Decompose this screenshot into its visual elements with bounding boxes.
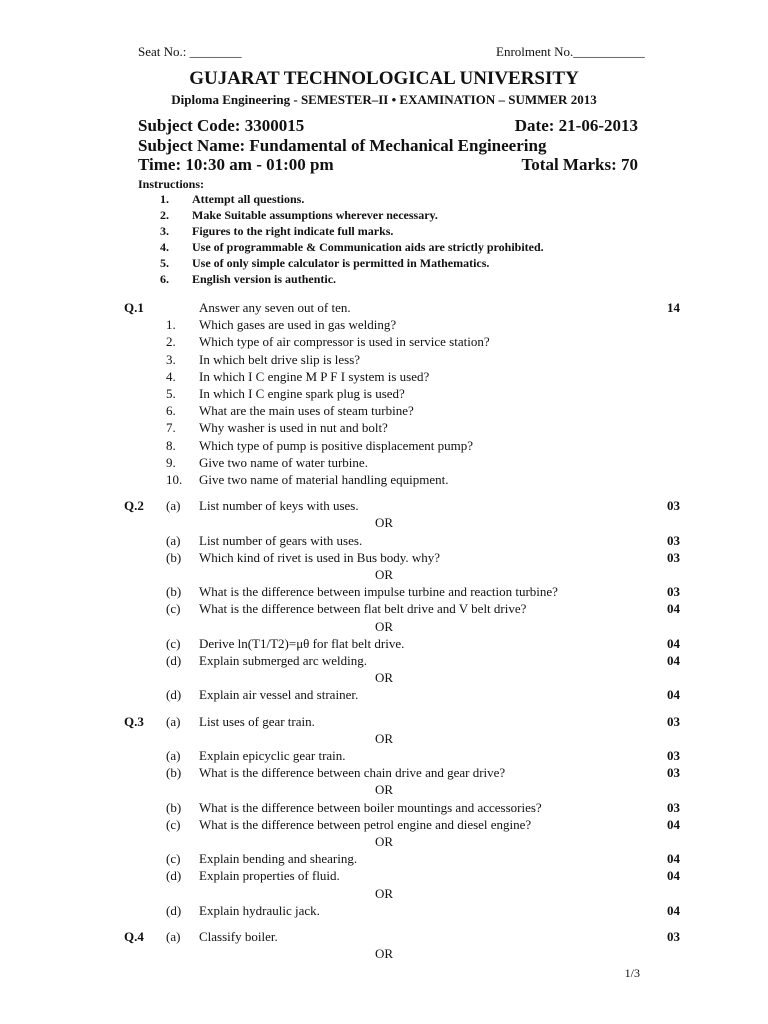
question-row xyxy=(0,352,768,369)
instruction-number: 4. xyxy=(160,240,169,254)
question-subpart: 9. xyxy=(166,454,176,470)
question-marks: 03 xyxy=(667,765,680,781)
question-row xyxy=(0,472,768,489)
question-marks: 03 xyxy=(667,799,680,815)
instruction-number: 5. xyxy=(160,256,169,270)
question-text: What is the difference between flat belt drive and V belt drive? xyxy=(199,601,527,617)
question-text: Explain properties of fluid. xyxy=(199,868,340,884)
question-subpart: (b) xyxy=(166,584,182,600)
instruction-number: 6. xyxy=(160,272,169,286)
question-subpart: (a) xyxy=(166,713,181,729)
question-subpart: 4. xyxy=(166,368,176,384)
question-row xyxy=(0,748,768,765)
or-separator: OR xyxy=(374,782,394,798)
question-row xyxy=(0,584,768,601)
question-subpart: 10. xyxy=(166,472,183,487)
subject-name: Subject Name: Fundamental of Mechanical Engineering xyxy=(138,136,547,155)
question-subpart: 1. xyxy=(166,317,176,333)
question-number: Q.3 xyxy=(124,713,144,729)
question-text: Which kind of rivet is used in Bus body. why? xyxy=(199,549,441,565)
question-subpart: 3. xyxy=(166,351,176,367)
question-text: In which belt drive slip is less? xyxy=(199,351,361,367)
question-row xyxy=(0,636,768,653)
question-row xyxy=(0,533,768,550)
question-subpart: (c) xyxy=(166,635,181,651)
question-marks: 03 xyxy=(667,549,680,565)
question-marks: 03 xyxy=(667,584,680,600)
question-number: Q.1 xyxy=(124,300,144,315)
exam-date: Date: 21-06-2013 xyxy=(514,116,638,135)
question-subpart: (c) xyxy=(166,816,181,832)
instruction-text: Attempt all questions. xyxy=(192,192,305,206)
question-text: Which gases are used in gas welding? xyxy=(199,317,397,333)
enrolment-number-field: Enrolment No.___________ xyxy=(496,44,645,59)
question-text: In which I C engine spark plug is used? xyxy=(199,386,405,401)
total-marks: Total Marks: 70 xyxy=(521,155,638,174)
question-text: Explain air vessel and strainer. xyxy=(199,687,359,703)
page-number: 1/3 xyxy=(624,966,640,980)
question-row xyxy=(0,498,768,515)
question-marks: 03 xyxy=(667,713,680,729)
question-row xyxy=(0,334,768,351)
question-marks: 03 xyxy=(667,929,680,944)
question-text: List uses of gear train. xyxy=(199,713,315,729)
question-row xyxy=(0,817,768,834)
question-marks: 04 xyxy=(667,653,680,668)
question-text: What are the main uses of steam turbine? xyxy=(199,403,414,419)
question-subpart: (a) xyxy=(166,532,181,548)
instruction-text: Use of only simple calculator is permitted in Mathematics. xyxy=(192,256,490,270)
question-text: Derive ln(T1/T2)=μθ for flat belt drive. xyxy=(199,635,405,651)
question-subpart: (b) xyxy=(166,799,182,815)
question-row xyxy=(0,386,768,403)
question-text: What is the difference between chain drive and gear drive? xyxy=(199,765,506,781)
question-text: In which I C engine M P F I system is used? xyxy=(199,368,430,384)
question-marks: 03 xyxy=(667,748,680,763)
question-text: Give two name of material handling equipment. xyxy=(199,472,449,487)
or-separator: OR xyxy=(374,885,394,901)
question-text: Explain epicyclic gear train. xyxy=(199,748,346,763)
question-row xyxy=(0,438,768,455)
question-subpart: (a) xyxy=(166,929,181,944)
question-subpart: (b) xyxy=(166,549,182,565)
question-text: Explain bending and shearing. xyxy=(199,851,358,867)
question-marks: 04 xyxy=(667,902,680,918)
question-subpart: 7. xyxy=(166,420,176,436)
question-subpart: (d) xyxy=(166,687,182,703)
question-text: What is the difference between petrol engine and diesel engine? xyxy=(199,816,532,832)
instruction-text: Use of programmable & Communication aids are strictly prohibited. xyxy=(192,240,544,254)
question-row xyxy=(0,403,768,420)
question-subpart: (c) xyxy=(166,601,181,617)
question-row xyxy=(0,317,768,334)
or-separator: OR xyxy=(374,670,394,686)
question-row xyxy=(0,929,768,946)
question-row xyxy=(0,300,768,317)
instruction-text: Make Suitable assumptions wherever necessary. xyxy=(192,208,438,222)
question-text: Give two name of water turbine. xyxy=(199,454,368,470)
or-separator: OR xyxy=(374,618,394,634)
question-subpart: (d) xyxy=(166,868,182,884)
question-marks: 04 xyxy=(667,635,680,651)
instruction-text: Figures to the right indicate full marks. xyxy=(192,224,394,238)
instruction-text: English version is authentic. xyxy=(192,272,337,286)
instruction-number: 3. xyxy=(160,224,169,238)
question-marks: 03 xyxy=(667,532,680,548)
question-subpart: (d) xyxy=(166,902,182,918)
or-separator: OR xyxy=(374,946,394,962)
question-text: List number of keys with uses. xyxy=(199,498,359,514)
question-row xyxy=(0,420,768,437)
question-number: Q.2 xyxy=(124,498,144,514)
question-text: List number of gears with uses. xyxy=(199,532,363,548)
instruction-number: 1. xyxy=(160,192,169,206)
question-number: Q.4 xyxy=(124,929,144,944)
question-subpart: (d) xyxy=(166,653,182,668)
question-subpart: 8. xyxy=(166,437,176,453)
or-separator: OR xyxy=(374,515,394,531)
question-row xyxy=(0,369,768,386)
or-separator: OR xyxy=(374,730,394,746)
question-text: Explain hydraulic jack. xyxy=(199,902,320,918)
question-text: Answer any seven out of ten. xyxy=(199,300,351,315)
question-row xyxy=(0,687,768,704)
question-marks: 04 xyxy=(667,868,680,884)
question-marks: 04 xyxy=(667,687,680,703)
university-title: GUJARAT TECHNOLOGICAL UNIVERSITY xyxy=(189,68,579,89)
question-text: What is the difference between boiler mountings and accessories? xyxy=(199,799,542,815)
instruction-number: 2. xyxy=(160,208,169,222)
question-row xyxy=(0,765,768,782)
question-text: Explain submerged arc welding. xyxy=(199,653,367,668)
question-marks: 14 xyxy=(667,300,680,315)
question-text: Why washer is used in nut and bolt? xyxy=(199,420,388,436)
question-row xyxy=(0,714,768,731)
question-marks: 03 xyxy=(667,498,680,514)
question-subpart: 5. xyxy=(166,386,176,401)
question-row xyxy=(0,455,768,472)
seat-number-field: Seat No.: ________ xyxy=(138,44,242,59)
exam-time: Time: 10:30 am - 01:00 pm xyxy=(138,155,334,174)
question-row xyxy=(0,601,768,618)
question-marks: 04 xyxy=(667,816,680,832)
question-marks: 04 xyxy=(667,601,680,617)
question-subpart: (b) xyxy=(166,765,182,781)
question-text: What is the difference between impulse turbine and reaction turbine? xyxy=(199,584,558,600)
question-text: Which type of air compressor is used in service station? xyxy=(199,334,490,350)
question-subpart: (a) xyxy=(166,498,181,514)
question-row xyxy=(0,868,768,885)
question-subpart: (a) xyxy=(166,748,181,763)
question-text: Which type of pump is positive displacement pump? xyxy=(199,437,474,453)
question-row xyxy=(0,653,768,670)
question-subpart: 6. xyxy=(166,403,176,419)
question-marks: 04 xyxy=(667,851,680,867)
or-separator: OR xyxy=(374,834,394,849)
question-row xyxy=(0,851,768,868)
instructions-heading: Instructions: xyxy=(138,177,205,191)
question-row xyxy=(0,550,768,567)
or-separator: OR xyxy=(374,567,394,582)
subject-code: Subject Code: 3300015 xyxy=(138,116,305,135)
exam-description: Diploma Engineering - SEMESTER–II • EXAMINATION – SUMMER 2013 xyxy=(171,92,597,107)
question-text: Classify boiler. xyxy=(199,929,278,944)
question-subpart: 2. xyxy=(166,334,176,350)
question-row xyxy=(0,800,768,817)
question-row xyxy=(0,903,768,920)
question-subpart: (c) xyxy=(166,851,181,867)
